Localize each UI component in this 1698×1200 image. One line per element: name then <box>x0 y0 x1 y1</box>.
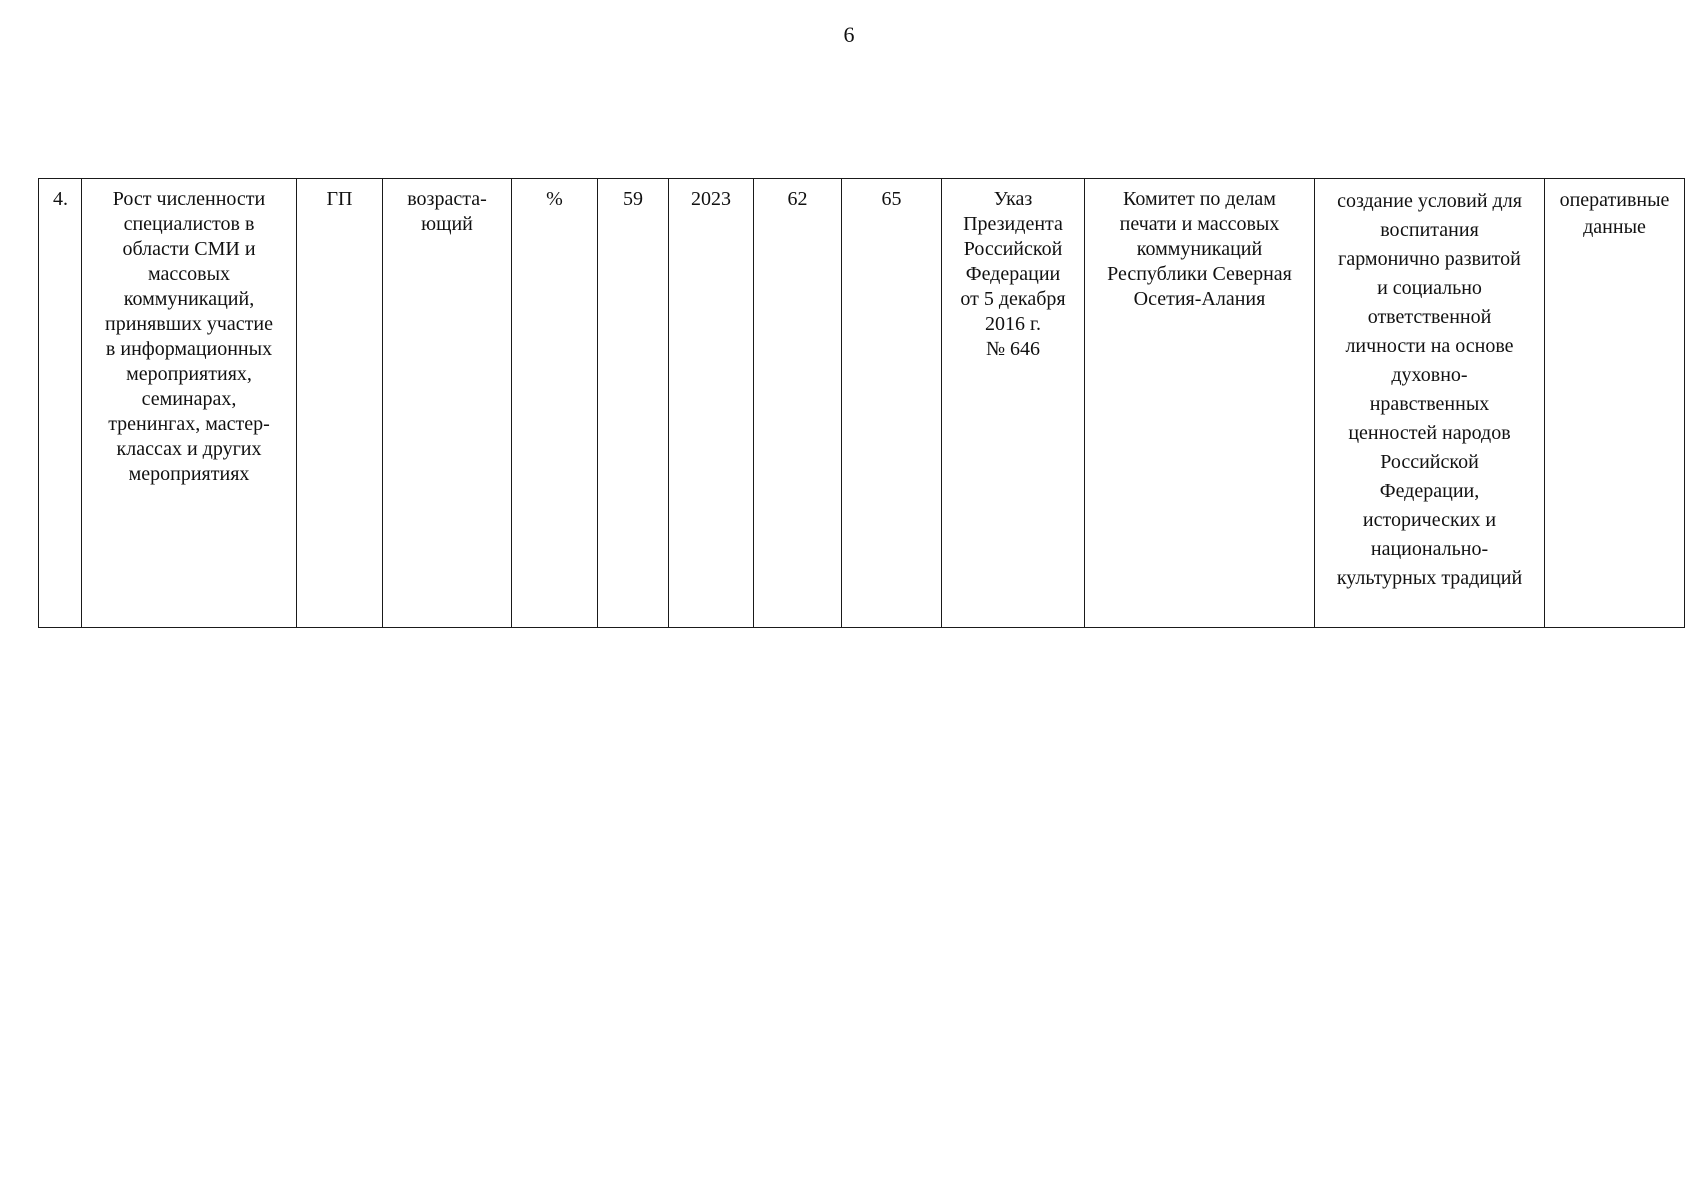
indicators-table <box>38 178 1685 628</box>
document-cell <box>942 179 1085 628</box>
goal-cell <box>1315 179 1545 628</box>
level-cell <box>297 179 383 628</box>
responsible-cell <box>1085 179 1315 628</box>
unit: % <box>546 188 563 210</box>
page-number: 6 <box>843 22 855 47</box>
base-value: 59 <box>623 188 643 210</box>
document: Указ Президента Российской Федерации от 5 декабря 2016 г. № 646 <box>960 188 1066 360</box>
base-year-cell <box>669 179 754 628</box>
target-value-2: 65 <box>881 188 902 210</box>
table-row <box>39 179 1685 628</box>
row-number-cell <box>39 179 82 628</box>
row-number: 4. <box>53 188 68 210</box>
responsible: Комитет по делам печати и массовых коммуникаций Республики Северная Осетия-Алания <box>1107 188 1292 310</box>
indicator-name-cell <box>82 179 297 628</box>
unit-cell <box>512 179 598 628</box>
indicator-name: Рост численности специалистов в области СМИ и массовых коммуникаций, принявших участие в информационных мероприятиях, семинарах, тренингах, мастер- классах и других мероприятиях <box>105 188 273 485</box>
base-year: 2023 <box>691 188 731 210</box>
target-value-1-cell <box>754 179 842 628</box>
goal: создание условий для воспитания гармонично развитой и социально ответственной личности на основе духовно- нравственных ценностей народов Российской Федерации, исторических и национально- культурных традиций <box>1336 190 1523 589</box>
target-value-2-cell <box>842 179 942 628</box>
indicator-type: возраста- ющий <box>407 188 487 235</box>
base-value-cell <box>598 179 669 628</box>
source: оперативные данные <box>1559 189 1670 238</box>
source-cell <box>1545 179 1685 628</box>
target-value-1: 62 <box>787 188 808 210</box>
indicator-type-cell <box>383 179 512 628</box>
level: ГП <box>326 188 353 210</box>
